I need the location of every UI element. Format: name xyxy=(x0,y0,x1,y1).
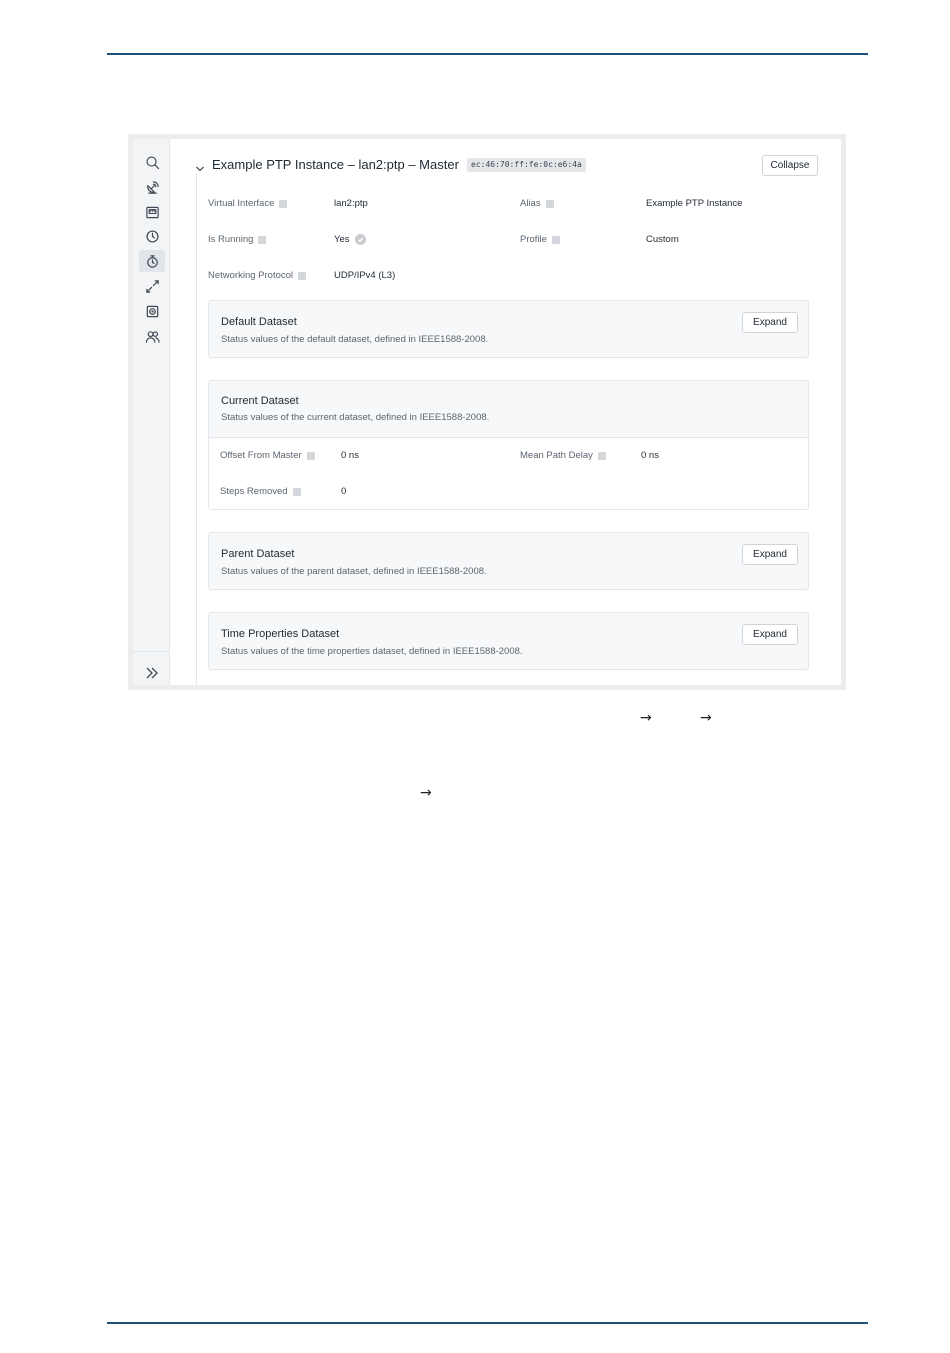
current-dataset-desc: Status values of the current dataset, defined in IEEE1588-2008. xyxy=(221,412,490,423)
footer-rule xyxy=(107,1322,868,1324)
networking-protocol-value: UDP/IPv4 (L3) xyxy=(334,270,396,281)
mean-path-delay-label-text: Mean Path Delay xyxy=(520,450,593,461)
current-dataset-card xyxy=(208,380,809,510)
is-running-value-text: Yes xyxy=(334,234,350,245)
info-icon[interactable] xyxy=(307,452,315,460)
ptp-screenshot xyxy=(128,134,846,690)
mean-path-delay-value: 0 ns xyxy=(641,450,659,461)
search-icon[interactable] xyxy=(139,151,165,173)
steps-removed-label xyxy=(220,486,301,497)
trend-arrows-icon[interactable] xyxy=(139,275,165,297)
offset-from-master-label-text: Offset From Master xyxy=(220,450,302,461)
offset-from-master-value: 0 ns xyxy=(341,450,359,461)
users-icon[interactable] xyxy=(139,325,165,347)
network-port-icon[interactable] xyxy=(139,201,165,223)
chevron-down-icon[interactable] xyxy=(195,161,205,171)
satellite-dish-icon[interactable] xyxy=(139,176,165,198)
parent-dataset-title: Parent Dataset xyxy=(221,548,295,560)
offset-from-master-label xyxy=(220,450,315,461)
default-dataset-desc: Status values of the default dataset, defined in IEEE1588-2008. xyxy=(221,334,489,345)
disk-icon[interactable] xyxy=(139,300,165,322)
alias-label xyxy=(520,198,554,209)
info-icon[interactable] xyxy=(293,488,301,496)
menu-path-arrow: → xyxy=(700,710,712,726)
default-dataset-expand-button[interactable]: Expand xyxy=(742,312,798,333)
current-dataset-body xyxy=(209,437,808,509)
check-circle-icon xyxy=(355,234,366,245)
is-running-label-text: Is Running xyxy=(208,234,254,245)
info-icon[interactable] xyxy=(598,452,606,460)
steps-removed-value: 0 xyxy=(341,486,347,497)
time-properties-dataset-desc: Status values of the time properties dataset, defined in IEEE1588-2008. xyxy=(221,646,523,657)
profile-label xyxy=(520,234,560,245)
networking-protocol-label-text: Networking Protocol xyxy=(208,270,294,281)
parent-dataset-expand-button[interactable]: Expand xyxy=(742,544,798,565)
info-icon[interactable] xyxy=(258,236,266,244)
sidebar xyxy=(133,139,170,685)
menu-path-arrow: → xyxy=(640,710,652,726)
virtual-interface-label-text: Virtual Interface xyxy=(208,198,275,209)
profile-label-text: Profile xyxy=(520,234,547,245)
chevrons-right-icon[interactable] xyxy=(139,663,165,683)
alias-value: Example PTP Instance xyxy=(646,198,743,209)
mean-path-delay-label xyxy=(520,450,606,461)
profile-value: Custom xyxy=(646,234,679,245)
alias-label-text: Alias xyxy=(520,198,541,209)
clock-icon[interactable] xyxy=(139,225,165,247)
instance-title: Example PTP Instance – lan2:ptp – Master xyxy=(212,157,459,172)
current-dataset-title: Current Dataset xyxy=(221,395,299,407)
is-running-label xyxy=(208,234,266,245)
virtual-interface-label xyxy=(208,198,287,209)
parent-dataset-card xyxy=(208,532,809,590)
default-dataset-title: Default Dataset xyxy=(221,316,297,328)
info-icon[interactable] xyxy=(552,236,560,244)
parent-dataset-desc: Status values of the parent dataset, defined in IEEE1588-2008. xyxy=(221,566,487,577)
time-properties-dataset-title: Time Properties Dataset xyxy=(221,628,340,640)
time-properties-dataset-card xyxy=(208,612,809,670)
steps-removed-label-text: Steps Removed xyxy=(220,486,288,497)
default-dataset-card xyxy=(208,300,809,358)
time-properties-dataset-expand-button[interactable]: Expand xyxy=(742,624,798,645)
header-rule xyxy=(107,53,868,55)
info-icon[interactable] xyxy=(279,200,287,208)
virtual-interface-value: lan2:ptp xyxy=(334,198,368,209)
content-divider xyxy=(196,174,197,690)
info-icon[interactable] xyxy=(298,272,306,280)
collapse-button[interactable]: Collapse xyxy=(762,155,818,176)
networking-protocol-label xyxy=(208,270,306,281)
mac-address-badge: ec:46:70:ff:fe:0c:e6:4a xyxy=(467,158,586,172)
menu-path-arrow: → xyxy=(420,785,432,801)
is-running-value xyxy=(334,234,366,245)
stopwatch-icon[interactable] xyxy=(139,250,165,272)
sidebar-divider xyxy=(133,651,170,652)
info-icon[interactable] xyxy=(546,200,554,208)
